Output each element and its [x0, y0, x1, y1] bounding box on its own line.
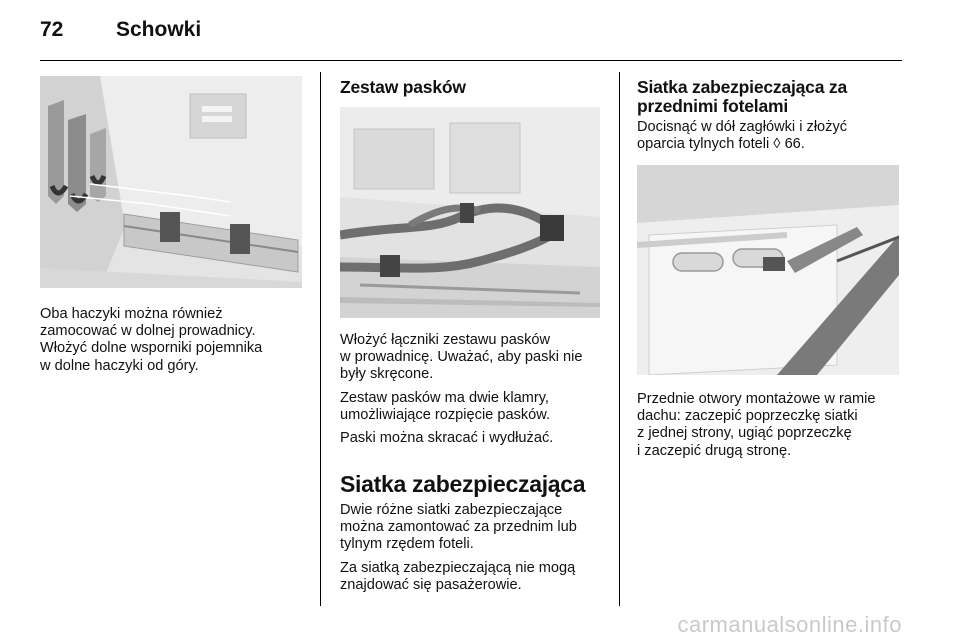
strap-set-icon	[340, 107, 600, 318]
text-line: Zestaw pasków ma dwie klamry,	[340, 389, 549, 406]
text-line: zamocować w dolnej prowadnicy.	[40, 323, 256, 340]
heading-strap-set: Zestaw pasków	[340, 77, 466, 97]
roof-mounting-opening-illustration	[637, 165, 899, 375]
text-line: Oba haczyki można również	[40, 306, 223, 322]
page-reference-link[interactable]: 66.	[780, 136, 805, 153]
page-reference-icon: ◊	[773, 136, 781, 153]
heading-line: Siatka zabezpieczająca za	[637, 77, 847, 97]
text-line	[637, 136, 909, 153]
text-line: znajdować się pasażerowie.	[340, 576, 522, 593]
text-line: Włożyć dolne wsporniki pojemnika	[40, 340, 263, 357]
paragraph	[340, 430, 610, 447]
text-line: w dolne haczyki od góry.	[40, 357, 199, 374]
strap-set-illustration	[340, 107, 600, 318]
text-line: w prowadnicę. Uważać, aby paski nie	[340, 349, 583, 366]
header-rule	[40, 60, 902, 61]
text-line: Paski można skracać i wydłużać.	[340, 430, 554, 447]
page-number: 72	[40, 18, 64, 41]
paragraph	[340, 332, 610, 384]
text-line: tylnym rzędem foteli.	[340, 536, 474, 553]
heading-line: przednimi fotelami	[637, 96, 789, 116]
col3-intro	[637, 119, 909, 153]
paragraph	[340, 502, 612, 554]
column-divider-2	[619, 72, 620, 606]
text-line: Dwie różne siatki zabezpieczające	[340, 502, 563, 518]
watermark: carmanualsonline.info	[677, 612, 902, 637]
text-line: z jednej strony, ugiąć poprzeczkę	[637, 425, 852, 442]
col2-body-1	[340, 332, 610, 453]
text-line: Włożyć łączniki zestawu pasków	[340, 332, 551, 348]
text-line: można zamontować za przednim lub	[340, 519, 577, 536]
paragraph	[340, 390, 610, 424]
section-title: Schowki	[116, 18, 202, 41]
text-line: dachu: zaczepić poprzeczkę siatki	[637, 408, 858, 425]
trunk-rail-hooks-icon	[40, 76, 302, 288]
trunk-rail-hooks-illustration	[40, 76, 302, 288]
heading-net-front-seats	[637, 78, 907, 116]
text-line: i zaczepić drugą stronę.	[637, 442, 792, 459]
text-line: umożliwiające rozpięcie pasków.	[340, 406, 551, 423]
text-fragment: oparcia tylnych foteli	[637, 136, 770, 153]
paragraph	[340, 560, 612, 594]
roof-mounting-opening-icon	[637, 165, 899, 375]
text-line: były skręcone.	[340, 366, 434, 383]
heading-safety-net: Siatka zabezpieczająca	[340, 471, 586, 497]
col1-paragraph	[40, 306, 312, 375]
text-line: Za siatką zabezpieczającą nie mogą	[340, 559, 576, 576]
column-divider-1	[320, 72, 321, 606]
col2-body-2	[340, 502, 612, 600]
text-line: Przednie otwory montażowe w ramie	[637, 391, 876, 407]
text-line: Docisnąć w dół zagłówki i złożyć	[637, 119, 848, 135]
col3-body	[637, 391, 909, 460]
